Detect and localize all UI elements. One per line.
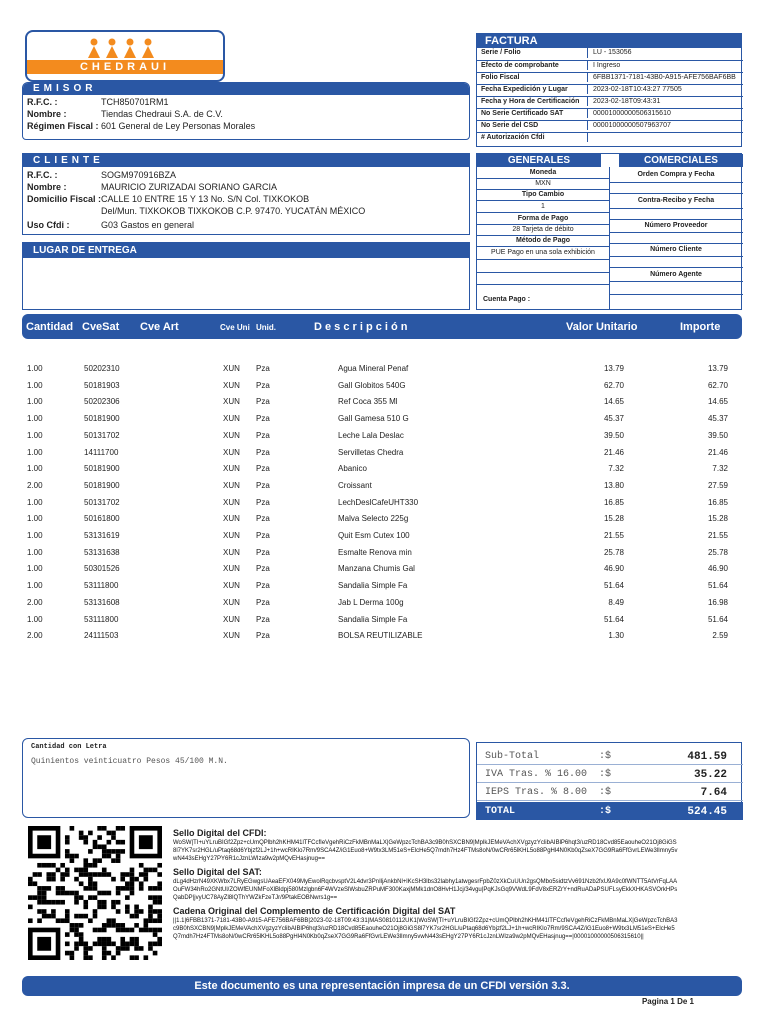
- cell-descripcion: Sandalia Simple Fa: [338, 581, 408, 591]
- cell-cantidad: 1.00: [27, 531, 43, 540]
- cell-cvesat: 50181900: [84, 480, 120, 490]
- cell-descripcion: Gall Gamesa 510 G: [338, 414, 409, 424]
- cell-unid: Pza: [256, 581, 270, 591]
- tipo-cambio-value: 1: [541, 203, 545, 210]
- cliente-domicilio-2: Del/Mun. TIXKOKOB TIXKOKOB C.P. 97470. YUCATÁN MÉXICO: [101, 206, 366, 216]
- cell-unid: Pza: [256, 531, 270, 540]
- orden-compra-label: Orden Compra y Fecha: [637, 171, 715, 178]
- table-row: [0, 577, 768, 593]
- factura-row: Fecha y Hora de Certificación 2023-02-18T09:43:31: [477, 96, 743, 106]
- table-row: [0, 510, 768, 526]
- emisor-rfc-label: R.F.C. :: [27, 97, 58, 107]
- cell-cvesat: 53131619: [84, 531, 120, 540]
- cell-importe: 62.70: [707, 380, 728, 390]
- cell-importe: 7.32: [712, 464, 728, 474]
- numero-cliente-label: Número Cliente: [650, 246, 702, 253]
- numero-proveedor-label: Número Proveedor: [644, 222, 708, 229]
- comerciales-header: COMERCIALES: [619, 154, 743, 167]
- table-row: [0, 544, 768, 560]
- cell-cveuni: XUN: [223, 547, 240, 557]
- table-row: [0, 377, 768, 393]
- iva-row: IVA Tras. % 16.00 :$ 35.22: [477, 765, 743, 783]
- table-row: [0, 427, 768, 443]
- cell-cvesat: 53131608: [84, 597, 120, 607]
- emisor-regimen: 601 General de Ley Personas Morales: [101, 121, 256, 131]
- cliente-rfc: SOGM970916BZA: [101, 170, 177, 180]
- cell-valor: 15.28: [603, 514, 624, 524]
- cuenta-pago-label: Cuenta Pago :: [483, 296, 531, 303]
- cell-unid: Pza: [256, 380, 270, 390]
- cell-cveuni: XUN: [223, 464, 240, 474]
- cell-descripcion: Ref Coca 355 Ml: [338, 397, 398, 407]
- cell-cantidad: 1.00: [27, 397, 43, 407]
- cell-descripcion: Croissant: [338, 480, 372, 490]
- totals-box: [476, 742, 742, 820]
- cell-unid: Pza: [256, 497, 270, 507]
- cell-cantidad: 2.00: [27, 631, 43, 641]
- emisor-section: [22, 82, 470, 140]
- cell-cantidad: 2.00: [27, 480, 43, 490]
- emisor-header: EMISOR: [23, 83, 469, 95]
- table-row: [0, 527, 768, 543]
- cell-unid: Pza: [256, 447, 270, 457]
- cell-unid: Pza: [256, 480, 270, 490]
- cadena-original-value: ||1.1|6FBB1371-7181-43B0-A915-AFE756BAF6BB|2023-02-18T09:43:31|MAS0810112UK1|WoSW|TI+uYLruBIGf2Zpz+cUmQPlbh2hKHM41lTFCcfIeVgehRiCzFkMBnMaLX|GeWpzcTchBA3c9B0hSXCBN9|MplkJEMeVAchXVgzyzYclibAIBlP6hqt3/uzRD18Cvd85EaouheO21Oj8GiGS8l7YK7sr2HGL/uPtaq68d6Ybjzf2LJ+1h+wcRIKlo7Rm/9SCA4Z/iG1Euo8+W9tx3LM51eS+ElcHe5Q7mdh7Hz4FTMs8oN/0wCRr65lKHL5o88PgHl4N0Kb0qZseX7GG9Ra6FfGvrLEWe3lImny5vwN443sEHgY27PY6R1cJznLWIza9w2pMQvEHasjnug==|00001000000506315610||: [173, 918, 678, 940]
- cell-descripcion: Jab L Derma 100g: [338, 597, 404, 607]
- cell-descripcion: Gall Globitos 540G: [338, 380, 406, 390]
- factura-row: Efecto de comprobante I Ingreso: [477, 60, 743, 70]
- factura-row: No Serie Certificado SAT 00001000000506315610: [477, 108, 743, 118]
- cell-valor: 13.79: [603, 364, 624, 373]
- forma-pago-label: Forma de Pago: [517, 215, 569, 222]
- table-row: [0, 410, 768, 426]
- sello-sat-value: dLg4dHzrN49XKWbx7LRyEGwgsUAeaEFX049MyEwolRqcbvsptV2L4dvr3PnIljAnkbNl+lKcSH3lbs32labhy1atwgesrFpbZ0zXkCuUUn2gsQMbo5sidtzVv691Nzb2fxU9A9c0fWNTT5AtVrFqLAAOuFW34hRo2GNtUl/ZOWfEUNMFoXlBldpj580Mzlgbn6F4WVzeSlWsbuZRPuMF300KaxjMMk1dnO8HvH1Jcj/34vgu|PqKJsGq9VWdL9FdV8xERZrY+ndRuADaPSUFLsyEkkXHKASVOrkHPsQabDP|jvyUC78AyZl8lQThYWZkFzeTJr/9PtakEOBNwrs1g==: [173, 879, 678, 901]
- col-cveart: Cve Art: [140, 321, 179, 333]
- factura-row: Serie / Folio LU - 153056: [481, 49, 632, 56]
- col-cantidad: Cantidad: [26, 321, 74, 333]
- cell-cantidad: 1.00: [27, 564, 43, 574]
- cell-importe: 45.37: [707, 414, 728, 424]
- table-row: [0, 444, 768, 460]
- factura-row: # Autorización Cfdi: [477, 132, 743, 142]
- sello-sat-title: Sello Digital del SAT:: [173, 867, 262, 877]
- forma-pago-value: 28 Tarjeta de débito: [512, 226, 574, 233]
- emisor-nombre: Tiendas Chedraui S.A. de C.V.: [101, 109, 223, 119]
- cliente-domicilio-label: Domicilio Fiscal :: [27, 194, 102, 204]
- cell-importe: 2.59: [712, 631, 728, 641]
- cell-cvesat: 50181900: [84, 414, 120, 424]
- cell-cveuni: XUN: [223, 497, 240, 507]
- generales-comerciales-section: [476, 153, 742, 310]
- cell-cvesat: 50202310: [84, 364, 120, 373]
- cell-unid: Pza: [256, 597, 270, 607]
- cell-cantidad: 1.00: [27, 547, 43, 557]
- logo-text: CHEDRAUI: [79, 61, 171, 73]
- generales-header: GENERALES: [477, 154, 601, 167]
- page-number: Pagina 1 De 1: [641, 997, 694, 1006]
- cell-unid: Pza: [256, 564, 270, 574]
- table-row: [0, 560, 768, 576]
- cell-valor: 51.64: [603, 581, 624, 591]
- table-row: [0, 594, 768, 610]
- cell-cantidad: 1.00: [27, 464, 43, 474]
- qr-code-icon: [28, 826, 162, 960]
- cell-descripcion: Agua Mineral Penaf: [338, 364, 409, 373]
- cell-importe: 14.65: [707, 397, 728, 407]
- emisor-regimen-label: Régimen Fiscal :: [27, 121, 99, 131]
- moneda-value: MXN: [535, 180, 551, 187]
- cliente-uso-label: Uso Cfdi :: [27, 220, 70, 230]
- cell-cveuni: XUN: [223, 581, 240, 591]
- cell-cvesat: 53131638: [84, 547, 120, 557]
- cell-valor: 8.49: [608, 597, 624, 607]
- cell-valor: 1.30: [608, 631, 624, 641]
- table-row: [0, 627, 768, 643]
- cell-valor: 21.55: [603, 531, 624, 540]
- cell-cvesat: 50202306: [84, 397, 120, 407]
- cell-unid: Pza: [256, 414, 270, 424]
- cell-valor: 21.46: [603, 447, 624, 457]
- cell-valor: 46.90: [603, 564, 624, 574]
- cell-valor: 25.78: [603, 547, 624, 557]
- cell-descripcion: Sandalia Simple Fa: [338, 614, 408, 624]
- col-descripcion: D e s c r i p c i ó n: [314, 321, 408, 333]
- cell-cveuni: XUN: [223, 614, 240, 624]
- moneda-label: Moneda: [529, 169, 557, 176]
- cell-importe: 51.64: [707, 581, 728, 591]
- footer-banner: Este documento es una representación impresa de un CFDI versión 3.3.: [22, 976, 742, 996]
- cell-cveuni: XUN: [223, 564, 240, 574]
- cell-unid: Pza: [256, 547, 270, 557]
- cliente-domicilio-1: CALLE 10 ENTRE 15 Y 13 No. S/N Col. TIXKOKOB: [101, 194, 310, 204]
- cell-cantidad: 1.00: [27, 497, 43, 507]
- cantidad-letra-label: Cantidad con Letra: [31, 743, 107, 751]
- factura-section: [476, 33, 742, 147]
- cell-cveuni: XUN: [223, 597, 240, 607]
- table-row: [0, 477, 768, 493]
- cliente-nombre: MAURICIO ZURIZADAI SORIANO GARCIA: [101, 182, 278, 192]
- cell-cveuni: XUN: [223, 480, 240, 490]
- numero-agente-label: Número Agente: [650, 271, 702, 278]
- cliente-uso: G03 Gastos en general: [101, 220, 195, 230]
- cell-valor: 16.85: [603, 497, 624, 507]
- table-row: [0, 460, 768, 476]
- tipo-cambio-label: Tipo Cambio: [521, 191, 565, 198]
- cell-unid: Pza: [256, 614, 270, 624]
- cell-valor: 14.65: [603, 397, 624, 407]
- table-row: [0, 611, 768, 627]
- items-table-header: [22, 314, 742, 339]
- cell-importe: 16.98: [707, 597, 728, 607]
- cell-unid: Pza: [256, 397, 270, 407]
- cell-importe: 25.78: [707, 547, 728, 557]
- cell-importe: 16.85: [707, 497, 728, 507]
- cell-valor: 13.80: [603, 480, 624, 490]
- cell-importe: 51.64: [707, 614, 728, 624]
- emisor-nombre-label: Nombre :: [27, 109, 67, 119]
- cell-cvesat: 50161800: [84, 514, 120, 524]
- cell-cantidad: 1.00: [27, 380, 43, 390]
- subtotal-row: Sub-Total :$ 481.59: [477, 747, 743, 765]
- cell-cvesat: 53111800: [84, 614, 119, 624]
- cliente-nombre-label: Nombre :: [27, 182, 67, 192]
- table-row: [0, 494, 768, 510]
- table-row: [0, 360, 768, 376]
- cell-cvesat: 24111503: [84, 631, 119, 641]
- cell-importe: 46.90: [707, 564, 728, 574]
- cliente-section: [22, 153, 470, 235]
- cell-descripcion: BOLSA REUTILIZABLE: [338, 631, 423, 641]
- items-table-body: [0, 360, 768, 650]
- cell-cantidad: 1.00: [27, 364, 43, 373]
- cell-cvesat: 50301526: [84, 564, 120, 574]
- col-importe: Importe: [680, 321, 721, 333]
- contra-recibo-label: Contra-Recibo y Fecha: [637, 197, 715, 204]
- ieps-row: IEPS Tras. % 8.00 :$ 7.64: [477, 783, 743, 801]
- cell-cantidad: 1.00: [27, 430, 43, 440]
- table-row: [0, 393, 768, 409]
- cantidad-letra-box: [22, 738, 470, 818]
- cell-importe: 21.46: [707, 447, 728, 457]
- factura-row: Folio Fiscal 6FBB1371-7181-43B0-A915-AFE756BAF6BB: [477, 72, 743, 82]
- cell-cantidad: 1.00: [27, 514, 43, 524]
- cell-cveuni: XUN: [223, 380, 240, 390]
- cell-cveuni: XUN: [223, 531, 240, 540]
- cell-importe: 13.79: [707, 364, 728, 373]
- cell-cvesat: 50181900: [84, 464, 120, 474]
- cell-cantidad: 2.00: [27, 597, 43, 607]
- cell-importe: 21.55: [707, 531, 728, 540]
- factura-row: No Serie del CSD 00001000000507963707: [477, 120, 743, 130]
- col-valor-unitario: Valor Unitario: [566, 321, 638, 333]
- metodo-pago-value: PUE Pago en una sola exhibición: [491, 249, 595, 256]
- cell-cantidad: 1.00: [27, 414, 43, 424]
- factura-header: FACTURA: [477, 34, 741, 48]
- cell-valor: 7.32: [608, 464, 624, 474]
- cell-cveuni: XUN: [223, 447, 240, 457]
- cell-unid: Pza: [256, 364, 270, 373]
- cell-cveuni: XUN: [223, 414, 240, 424]
- factura-row: Fecha Expedición y Lugar 2023-02-18T10:43:27 77505: [477, 84, 743, 94]
- cell-cantidad: 1.00: [27, 614, 43, 624]
- cell-valor: 39.50: [603, 430, 624, 440]
- cell-valor: 62.70: [603, 380, 624, 390]
- cell-descripcion: LechDeslCafeUHT330: [338, 497, 419, 507]
- sello-cfdi-title: Sello Digital del CFDI:: [173, 828, 267, 838]
- cell-cveuni: XUN: [223, 430, 240, 440]
- cell-cvesat: 50181903: [84, 380, 120, 390]
- col-cveuni: Cve Uni: [220, 323, 250, 332]
- sello-cfdi-value: WoSW|TI+uYLruBIGf2Zpz+cUmQPlbh2hKHM41lTFCcfIeVgehRiCzFkMBnMaLX|GeWpzcTchBA3c9B0hSXCBN9|MplkJEMeVAchXVgzyzYclibAIBlP6hqt3/uzRD18Cvd85EaouheO21Oj8GiGS8l7YK7sr2HGL/uPtaq68d6Ybjzf2LJ+1h+wcRIKlo7Rm/9SCA4Z/iG1Euo8+W9tx3LM51eS+ElcHe5Q7mdh7Hz4FTMs8oN/0wCRr65lKHL5o88PgHl4N0Kb0qZseX7GG9Ra6FfGvrLEWe3lImny5vwN443sEHgY27PY6R1cJznLWIza9w2pMQvEHasjnug==: [173, 840, 678, 862]
- cell-descripcion: Malva Selecto 225g: [338, 514, 409, 524]
- cell-valor: 45.37: [603, 414, 624, 424]
- cell-descripcion: Servilletas Chedra: [338, 447, 404, 457]
- cell-cveuni: XUN: [223, 631, 240, 641]
- cell-descripcion: Leche Lala Deslac: [338, 430, 404, 440]
- cell-cvesat: 50131702: [84, 497, 120, 507]
- cell-unid: Pza: [256, 631, 270, 641]
- cell-cveuni: XUN: [223, 514, 240, 524]
- cell-unid: Pza: [256, 430, 270, 440]
- total-row: TOTAL :$ 524.45: [477, 802, 743, 820]
- chedraui-logo: [25, 30, 225, 82]
- metodo-pago-label: Método de Pago: [515, 237, 571, 244]
- cell-unid: Pza: [256, 464, 270, 474]
- cell-descripcion: Manzana Chumis Gal: [338, 564, 415, 574]
- cell-importe: 27.59: [707, 480, 728, 490]
- emisor-rfc: TCH850701RM1: [101, 97, 169, 107]
- cadena-original-title: Cadena Original del Complemento de Certificación Digital del SAT: [173, 906, 456, 916]
- cell-descripcion: Abanico: [338, 464, 367, 474]
- cell-importe: 39.50: [707, 430, 728, 440]
- cell-cantidad: 1.00: [27, 447, 43, 457]
- cliente-header: CLIENTE: [23, 154, 469, 167]
- cell-cvesat: 53111800: [84, 581, 119, 591]
- cell-cvesat: 50131702: [84, 430, 120, 440]
- col-cvesat: CveSat: [82, 321, 120, 333]
- cell-cveuni: XUN: [223, 397, 240, 407]
- lugar-entrega-header: LUGAR DE ENTREGA: [23, 243, 469, 258]
- cell-unid: Pza: [256, 514, 270, 524]
- cell-descripcion: Quit Esm Cutex 100: [338, 531, 410, 540]
- cell-cantidad: 1.00: [27, 581, 43, 591]
- cell-descripcion: Esmalte Renova min: [338, 547, 412, 557]
- cliente-rfc-label: R.F.C. :: [27, 170, 58, 180]
- cantidad-letra-value: Quinientos veinticuatro Pesos 45/100 M.N.: [31, 757, 228, 766]
- lugar-entrega-section: [22, 242, 470, 310]
- cell-cveuni: XUN: [223, 364, 240, 373]
- col-unid: Unid.: [256, 323, 276, 332]
- cell-cvesat: 14111700: [84, 447, 119, 457]
- cell-valor: 51.64: [603, 614, 624, 624]
- cell-importe: 15.28: [707, 514, 728, 524]
